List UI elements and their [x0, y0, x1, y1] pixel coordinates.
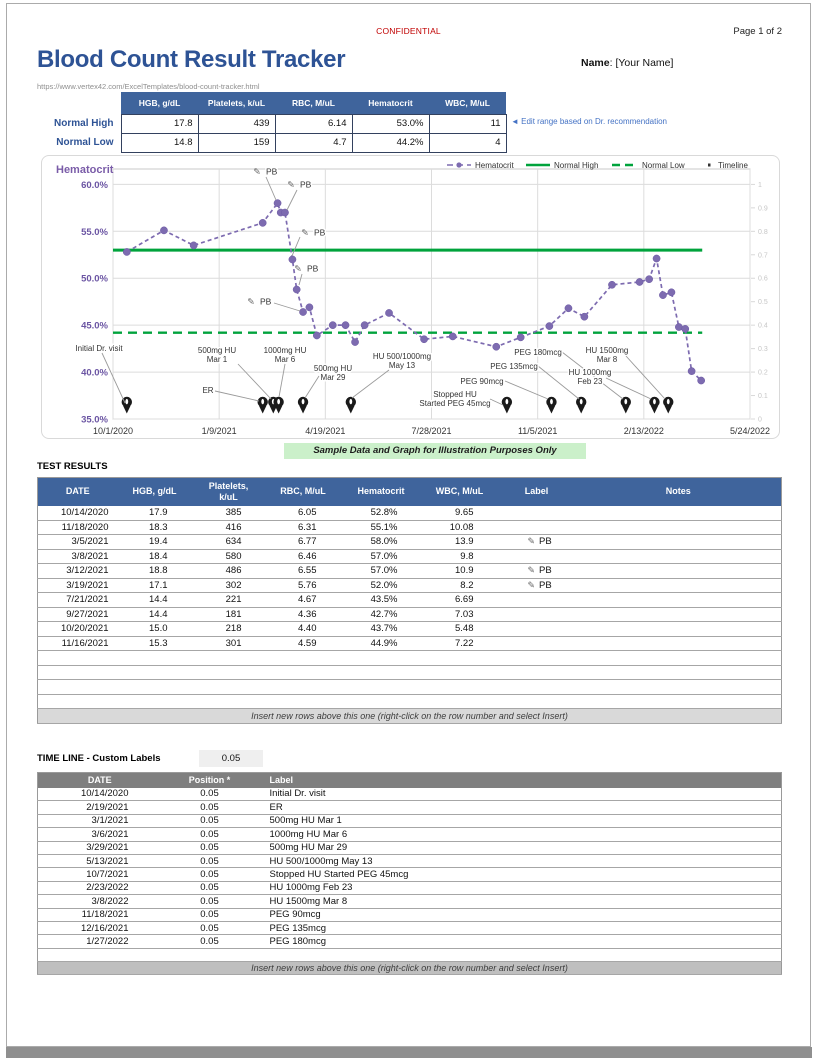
result-cell[interactable]: 6.46: [266, 549, 341, 564]
test-result-row: [38, 520, 782, 535]
pencil-icon: ✎: [287, 179, 295, 190]
results-column-header: RBC, M/uL: [266, 478, 341, 506]
empty-cell[interactable]: [341, 680, 422, 695]
result-cell[interactable]: 7.22: [422, 636, 498, 651]
timeline-row: [38, 895, 782, 908]
result-cell[interactable]: 580: [192, 549, 266, 564]
result-cell[interactable]: 9.65: [422, 506, 498, 521]
range-column-header: RBC, M/uL: [275, 92, 352, 114]
timeline-cell[interactable]: ER: [258, 801, 782, 814]
pencil-icon: ✎: [247, 296, 255, 307]
timeline-cell[interactable]: 0.05: [162, 814, 258, 827]
result-cell[interactable]: 18.8: [118, 564, 192, 579]
result-cell[interactable]: [576, 593, 782, 608]
confidential-watermark: CONFIDENTIAL: [376, 26, 441, 36]
svg-text:11/5/2021: 11/5/2021: [517, 426, 558, 436]
empty-cell[interactable]: [422, 694, 498, 709]
timeline-cell[interactable]: HU 1500mg Mar 8: [258, 895, 782, 908]
svg-text:Mar 1: Mar 1: [206, 355, 228, 364]
svg-text:PEG 90mcg: PEG 90mcg: [460, 377, 504, 386]
empty-cell[interactable]: [498, 651, 576, 666]
svg-text:0: 0: [758, 416, 762, 424]
result-cell[interactable]: [576, 549, 782, 564]
test-result-row: [38, 564, 782, 579]
range-column-header: HGB, g/dL: [121, 92, 198, 114]
result-cell[interactable]: [576, 535, 782, 550]
empty-cell[interactable]: [576, 665, 782, 680]
empty-cell[interactable]: [498, 694, 576, 709]
empty-row[interactable]: [38, 694, 782, 709]
range-value-cell[interactable]: 17.8: [121, 114, 198, 133]
test-result-row: [38, 593, 782, 608]
result-cell[interactable]: [576, 564, 782, 579]
svg-text:Normal Low: Normal Low: [642, 161, 685, 170]
test-result-row: [38, 607, 782, 622]
template-url[interactable]: https://www.vertex42.com/ExcelTemplates/blood-count-tracker.html: [37, 82, 260, 91]
range-value-cell[interactable]: 53.0%: [352, 114, 429, 133]
timeline-cell[interactable]: 0.05: [162, 788, 258, 801]
range-column-header: WBC, M/uL: [429, 92, 506, 114]
timeline-table: [37, 772, 782, 975]
svg-text:0.3: 0.3: [758, 346, 768, 354]
result-cell[interactable]: 5.76: [266, 578, 341, 593]
timeline-cell[interactable]: 2/19/2021: [38, 801, 162, 814]
test-result-row: [38, 622, 782, 637]
svg-text:0.7: 0.7: [758, 252, 768, 260]
result-cell[interactable]: 43.5%: [341, 593, 422, 608]
result-cell[interactable]: 42.7%: [341, 607, 422, 622]
window-bottom-edge: [6, 1047, 812, 1058]
result-cell[interactable]: 57.0%: [341, 564, 422, 579]
timeline-row: [38, 788, 782, 801]
timeline-cell[interactable]: 0.05: [162, 828, 258, 841]
result-cell[interactable]: [498, 564, 576, 579]
timeline-cell[interactable]: 0.05: [162, 801, 258, 814]
result-cell[interactable]: 181: [192, 607, 266, 622]
result-cell[interactable]: 221: [192, 593, 266, 608]
svg-text:60.0%: 60.0%: [81, 179, 108, 191]
result-cell[interactable]: 6.69: [422, 593, 498, 608]
timeline-row: [38, 814, 782, 827]
timeline-cell[interactable]: 1/27/2022: [38, 935, 162, 948]
result-cell[interactable]: 385: [192, 506, 266, 521]
timeline-cell[interactable]: HU 500/1000mg May 13: [258, 854, 782, 867]
svg-text:50.0%: 50.0%: [81, 273, 108, 285]
pencil-icon: ✎: [301, 227, 309, 238]
empty-row[interactable]: [38, 665, 782, 680]
empty-cell[interactable]: [118, 651, 192, 666]
timeline-row: [38, 908, 782, 921]
range-value-cell[interactable]: 4: [429, 133, 506, 152]
svg-text:ER: ER: [202, 386, 214, 395]
pencil-icon: ✎: [253, 166, 261, 177]
result-cell[interactable]: 13.9: [422, 535, 498, 550]
result-cell[interactable]: 11/16/2021: [38, 636, 118, 651]
empty-cell[interactable]: [341, 694, 422, 709]
range-row-label: Normal Low: [56, 137, 114, 148]
timeline-cell[interactable]: 3/8/2022: [38, 895, 162, 908]
result-cell[interactable]: [498, 506, 576, 521]
timeline-cell[interactable]: 11/18/2021: [38, 908, 162, 921]
result-cell[interactable]: 6.31: [266, 520, 341, 535]
test-result-row: [38, 549, 782, 564]
empty-cell[interactable]: [192, 680, 266, 695]
edit-range-note: ◄ Edit range based on Dr. recommendation: [511, 117, 668, 126]
timeline-column-header: Label: [258, 773, 782, 788]
timeline-cell[interactable]: 0.05: [162, 908, 258, 921]
chart-canvas: [42, 156, 779, 438]
timeline-cell[interactable]: 0.05: [162, 921, 258, 934]
timeline-cell[interactable]: PEG 180mcg: [258, 935, 782, 948]
result-cell[interactable]: 4.36: [266, 607, 341, 622]
timeline-cell[interactable]: 12/16/2021: [38, 921, 162, 934]
result-cell[interactable]: 634: [192, 535, 266, 550]
timeline-cell[interactable]: PEG 135mcg: [258, 921, 782, 934]
hematocrit-chart: [41, 155, 780, 439]
timeline-cell[interactable]: 1000mg HU Mar 6: [258, 828, 782, 841]
test-result-row: [38, 506, 782, 521]
svg-text:Started PEG 45mcg: Started PEG 45mcg: [419, 399, 491, 408]
result-cell[interactable]: 302: [192, 578, 266, 593]
svg-text:4/19/2021: 4/19/2021: [305, 426, 346, 436]
results-column-header: Hematocrit: [341, 478, 422, 506]
pencil-icon: ✎: [527, 565, 536, 576]
svg-text:PB: PB: [314, 227, 326, 238]
result-cell[interactable]: [576, 506, 782, 521]
timeline-cell[interactable]: PEG 90mcg: [258, 908, 782, 921]
result-cell[interactable]: 3/5/2021: [38, 535, 118, 550]
empty-cell[interactable]: [258, 948, 782, 961]
empty-cell[interactable]: [422, 651, 498, 666]
insert-rows-note: Insert new rows above this one (right-click on the row number and select Insert): [38, 709, 782, 724]
empty-cell[interactable]: [266, 665, 341, 680]
svg-text:45.0%: 45.0%: [81, 320, 108, 332]
timeline-row: [38, 841, 782, 854]
timeline-cell[interactable]: 0.05: [162, 935, 258, 948]
svg-text:0.4: 0.4: [758, 322, 768, 330]
timeline-cell[interactable]: 10/14/2020: [38, 788, 162, 801]
sample-data-note: Sample Data and Graph for Illustration Purposes Only: [284, 443, 586, 459]
timeline-row: [38, 921, 782, 934]
result-cell[interactable]: [498, 578, 576, 593]
empty-cell[interactable]: [341, 665, 422, 680]
svg-text:Feb 23: Feb 23: [577, 377, 603, 386]
label-text: PB: [539, 536, 552, 548]
result-cell[interactable]: 416: [192, 520, 266, 535]
result-cell[interactable]: 218: [192, 622, 266, 637]
result-cell[interactable]: 43.7%: [341, 622, 422, 637]
timeline-cell[interactable]: Stopped HU Started PEG 45mcg: [258, 868, 782, 881]
result-cell[interactable]: 4.67: [266, 593, 341, 608]
spreadsheet-page: [6, 3, 811, 1047]
empty-cell[interactable]: [118, 665, 192, 680]
result-cell[interactable]: 486: [192, 564, 266, 579]
result-cell[interactable]: 11/18/2020: [38, 520, 118, 535]
empty-cell[interactable]: [422, 665, 498, 680]
result-cell[interactable]: 4.59: [266, 636, 341, 651]
label-text: PB: [539, 579, 552, 591]
result-cell[interactable]: 58.0%: [341, 535, 422, 550]
result-cell[interactable]: 52.0%: [341, 578, 422, 593]
result-cell[interactable]: 3/12/2021: [38, 564, 118, 579]
svg-text:PEG 180mcg: PEG 180mcg: [514, 348, 562, 357]
empty-cell[interactable]: [118, 680, 192, 695]
timeline-column-header: Position *: [162, 773, 258, 788]
result-cell[interactable]: 55.1%: [341, 520, 422, 535]
empty-cell[interactable]: [192, 694, 266, 709]
result-cell[interactable]: [576, 578, 782, 593]
result-cell[interactable]: 6.05: [266, 506, 341, 521]
test-results-table: [37, 477, 782, 724]
results-column-header: Label: [498, 478, 576, 506]
timeline-cell[interactable]: 0.05: [162, 881, 258, 894]
range-row: [37, 114, 506, 133]
svg-text:Mar 8: Mar 8: [596, 355, 618, 364]
timeline-row: [38, 828, 782, 841]
svg-text:500mg HU: 500mg HU: [197, 346, 237, 355]
range-value-cell[interactable]: 14.8: [121, 133, 198, 152]
result-cell[interactable]: 3/19/2021: [38, 578, 118, 593]
svg-text:0.9: 0.9: [758, 205, 768, 213]
svg-text:5/24/2022: 5/24/2022: [729, 426, 771, 436]
timeline-row: [38, 801, 782, 814]
empty-row[interactable]: [38, 680, 782, 695]
timeline-row: [38, 881, 782, 894]
result-cell[interactable]: [498, 593, 576, 608]
result-cell[interactable]: [576, 607, 782, 622]
svg-text:0.1: 0.1: [758, 393, 768, 401]
result-cell[interactable]: 44.9%: [341, 636, 422, 651]
test-result-row: [38, 535, 782, 550]
result-cell[interactable]: 9.8: [422, 549, 498, 564]
result-cell[interactable]: [498, 607, 576, 622]
result-cell[interactable]: [576, 636, 782, 651]
range-value-cell[interactable]: 44.2%: [352, 133, 429, 152]
label-text: PB: [539, 565, 552, 577]
result-cell[interactable]: 7/21/2021: [38, 593, 118, 608]
result-cell[interactable]: 14.4: [118, 593, 192, 608]
empty-cell[interactable]: [118, 694, 192, 709]
svg-text:HU 1000mg: HU 1000mg: [568, 368, 612, 377]
corner-cell: [37, 92, 121, 114]
result-cell[interactable]: 6.55: [266, 564, 341, 579]
svg-text:HU 500/1000mg: HU 500/1000mg: [372, 352, 432, 361]
result-cell[interactable]: [498, 549, 576, 564]
timeline-row: [38, 868, 782, 881]
svg-text:Mar 29: Mar 29: [320, 373, 346, 382]
empty-cell[interactable]: [38, 694, 118, 709]
result-cell[interactable]: 3/8/2021: [38, 549, 118, 564]
result-cell[interactable]: 17.1: [118, 578, 192, 593]
result-cell[interactable]: [576, 622, 782, 637]
svg-text:Initial Dr. visit: Initial Dr. visit: [75, 344, 123, 353]
pencil-icon: ✎: [527, 579, 536, 590]
page-number: Page 1 of 2: [733, 26, 782, 37]
name-field[interactable]: [581, 57, 673, 69]
name-value[interactable]: : [Your Name]: [609, 57, 674, 69]
svg-text:40.0%: 40.0%: [81, 367, 108, 379]
result-cell[interactable]: [498, 636, 576, 651]
insert-rows-note: Insert new rows above this one (right-click on the row number and select Insert): [38, 962, 782, 975]
timeline-cell[interactable]: 500mg HU Mar 1: [258, 814, 782, 827]
results-column-header: HGB, g/dL: [118, 478, 192, 506]
timeline-cell[interactable]: 5/13/2021: [38, 854, 162, 867]
pencil-icon: ✎: [527, 536, 536, 547]
result-cell[interactable]: [576, 520, 782, 535]
empty-cell[interactable]: [38, 665, 118, 680]
test-result-row: [38, 578, 782, 593]
test-result-row: [38, 636, 782, 651]
results-column-header: Platelets, k/uL: [192, 478, 266, 506]
results-column-header: DATE: [38, 478, 118, 506]
svg-text:0.8: 0.8: [758, 228, 768, 236]
timeline-row: [38, 935, 782, 948]
timeline-heading: TIME LINE - Custom Labels: [37, 753, 161, 764]
result-cell[interactable]: 18.4: [118, 549, 192, 564]
x-axis-labels: [93, 426, 770, 436]
timeline-cell[interactable]: 500mg HU Mar 29: [258, 841, 782, 854]
svg-text:Hematocrit: Hematocrit: [475, 161, 514, 170]
range-value-cell[interactable]: 11: [429, 114, 506, 133]
result-cell[interactable]: 15.3: [118, 636, 192, 651]
svg-text:35.0%: 35.0%: [81, 414, 108, 426]
svg-text:PB: PB: [260, 296, 272, 307]
position-default-value[interactable]: 0.05: [199, 750, 263, 767]
empty-cell[interactable]: [266, 651, 341, 666]
empty-cell[interactable]: [266, 694, 341, 709]
timeline-cell[interactable]: 3/29/2021: [38, 841, 162, 854]
svg-text:PB: PB: [307, 263, 319, 274]
svg-text:1000mg HU: 1000mg HU: [263, 346, 307, 355]
timeline-cell[interactable]: 3/1/2021: [38, 814, 162, 827]
empty-cell[interactable]: [192, 665, 266, 680]
range-value-cell[interactable]: 6.14: [275, 114, 352, 133]
svg-text:PB: PB: [300, 179, 312, 190]
normal-range-table: [37, 92, 507, 153]
empty-row[interactable]: [38, 948, 782, 961]
empty-cell[interactable]: [341, 651, 422, 666]
empty-cell[interactable]: [192, 651, 266, 666]
empty-row[interactable]: [38, 651, 782, 666]
svg-text:Stopped HU: Stopped HU: [433, 390, 477, 399]
range-value-cell[interactable]: 439: [198, 114, 275, 133]
timeline-cell[interactable]: HU 1000mg Feb 23: [258, 881, 782, 894]
result-cell[interactable]: 10.9: [422, 564, 498, 579]
svg-text:PB: PB: [266, 166, 278, 177]
result-cell[interactable]: [498, 622, 576, 637]
result-cell[interactable]: 8.2: [422, 578, 498, 593]
svg-text:0.5: 0.5: [758, 299, 768, 307]
svg-text:7/28/2021: 7/28/2021: [411, 426, 452, 436]
timeline-cell[interactable]: 0.05: [162, 868, 258, 881]
result-cell[interactable]: 10/14/2020: [38, 506, 118, 521]
svg-text:55.0%: 55.0%: [81, 226, 108, 238]
svg-text:May 13: May 13: [388, 361, 416, 370]
timeline-column-header: DATE: [38, 773, 162, 788]
result-cell[interactable]: 14.4: [118, 607, 192, 622]
svg-text:HU 1500mg: HU 1500mg: [585, 346, 629, 355]
empty-cell[interactable]: [576, 694, 782, 709]
result-cell[interactable]: 57.0%: [341, 549, 422, 564]
svg-text:Normal High: Normal High: [554, 161, 599, 170]
svg-text:1/9/2021: 1/9/2021: [201, 426, 237, 436]
empty-cell[interactable]: [162, 948, 258, 961]
empty-cell[interactable]: [38, 651, 118, 666]
range-column-header: Platelets, k/uL: [198, 92, 275, 114]
result-cell[interactable]: 15.0: [118, 622, 192, 637]
empty-cell[interactable]: [498, 665, 576, 680]
result-cell[interactable]: 6.77: [266, 535, 341, 550]
timeline-cell[interactable]: 10/7/2021: [38, 868, 162, 881]
range-value-cell[interactable]: 159: [198, 133, 275, 152]
range-row-label: Normal High: [54, 118, 114, 129]
timeline-cell[interactable]: 2/23/2022: [38, 881, 162, 894]
empty-cell[interactable]: [422, 680, 498, 695]
empty-cell[interactable]: [38, 680, 118, 695]
empty-cell[interactable]: [266, 680, 341, 695]
svg-text:2/13/2022: 2/13/2022: [623, 426, 664, 436]
result-cell[interactable]: 10.08: [422, 520, 498, 535]
timeline-cell[interactable]: 0.05: [162, 895, 258, 908]
result-cell[interactable]: 52.8%: [341, 506, 422, 521]
svg-text:1: 1: [758, 181, 762, 189]
timeline-cell[interactable]: 0.05: [162, 841, 258, 854]
svg-text:Timeline: Timeline: [718, 161, 748, 170]
result-cell[interactable]: 19.4: [118, 535, 192, 550]
results-column-header: WBC, M/uL: [422, 478, 498, 506]
y-axis-labels: [81, 180, 108, 426]
range-value-cell[interactable]: 4.7: [275, 133, 352, 152]
result-cell[interactable]: 17.9: [118, 506, 192, 521]
result-cell[interactable]: [498, 535, 576, 550]
svg-text:500mg HU: 500mg HU: [313, 364, 353, 373]
svg-text:Mar 6: Mar 6: [274, 355, 296, 364]
results-column-header: Notes: [576, 478, 782, 506]
timeline-cell[interactable]: Initial Dr. visit: [258, 788, 782, 801]
result-cell[interactable]: 301: [192, 636, 266, 651]
test-results-heading: TEST RESULTS: [37, 461, 108, 472]
timeline-cell[interactable]: 0.05: [162, 854, 258, 867]
empty-cell[interactable]: [576, 680, 782, 695]
timeline-cell[interactable]: 3/6/2021: [38, 828, 162, 841]
chart-title: Hematocrit: [56, 164, 114, 176]
svg-text:0.6: 0.6: [758, 275, 768, 283]
timeline-row: [38, 854, 782, 867]
svg-text:PEG 135mcg: PEG 135mcg: [490, 362, 538, 371]
secondary-axis-labels: [751, 182, 768, 424]
result-cell[interactable]: 5.48: [422, 622, 498, 637]
svg-text:10/1/2020: 10/1/2020: [92, 426, 134, 436]
result-cell[interactable]: 18.3: [118, 520, 192, 535]
range-row: [37, 133, 506, 152]
name-label: Name: [581, 57, 610, 69]
result-cell[interactable]: 7.03: [422, 607, 498, 622]
result-cell[interactable]: 9/27/2021: [38, 607, 118, 622]
empty-cell[interactable]: [38, 948, 162, 961]
empty-cell[interactable]: [498, 680, 576, 695]
pencil-icon: ✎: [294, 263, 302, 274]
page-title: Blood Count Result Tracker: [37, 46, 346, 73]
range-column-header: Hematocrit: [352, 92, 429, 114]
result-cell[interactable]: 10/20/2021: [38, 622, 118, 637]
empty-cell[interactable]: [576, 651, 782, 666]
svg-text:0.2: 0.2: [758, 369, 768, 377]
result-cell[interactable]: 4.40: [266, 622, 341, 637]
result-cell[interactable]: [498, 520, 576, 535]
